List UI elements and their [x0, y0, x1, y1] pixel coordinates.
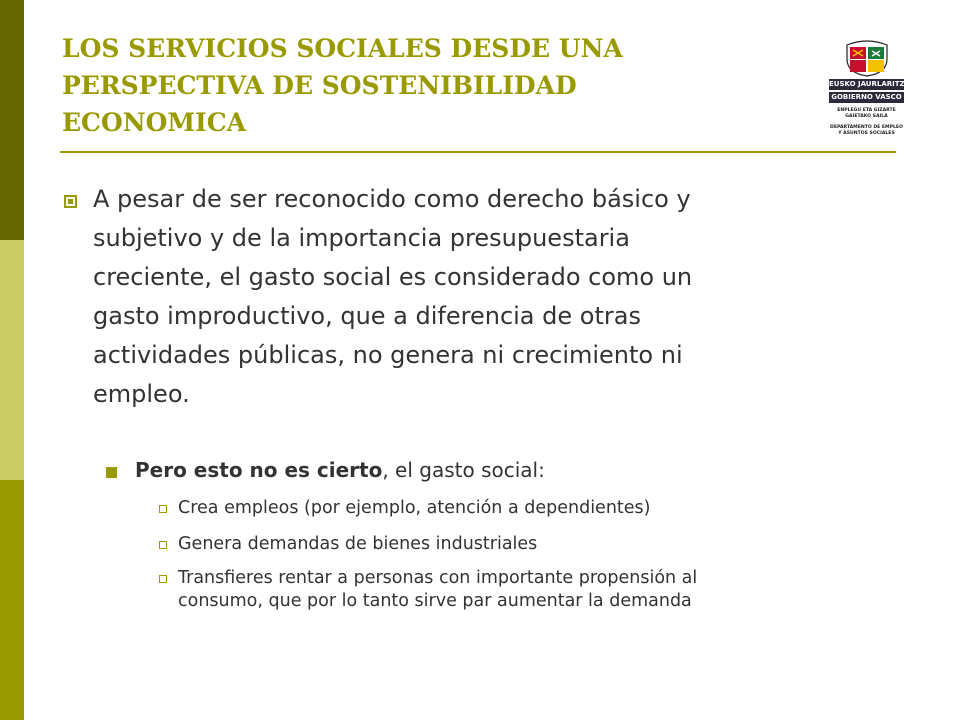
sub-sub-bullet-line: Crea empleos (por ejemplo, atención a dependientes) — [178, 498, 651, 518]
filled-square-bullet-icon — [106, 467, 117, 478]
logo-name-line2: GOBIERNO VASCO — [829, 92, 904, 103]
logo-dept-eu-line1: ENPLEGU ETA GIZARTE — [837, 108, 896, 113]
main-bullet-line: subjetivo y de la importancia presupuestaria — [93, 224, 630, 252]
logo-dept-eu-line2: GAIETAKO SAILA — [845, 114, 888, 119]
main-bullet-line: actividades públicas, no genera ni crecimiento ni — [93, 341, 683, 369]
title-line: PERSPECTIVA DE SOSTENIBILIDAD — [62, 71, 577, 100]
logo-dept-es-line2: Y ASUNTOS SOCIALES — [838, 131, 895, 136]
main-bullet-line: A pesar de ser reconocido como derecho básico y — [93, 185, 691, 213]
hollow-square-bullet-icon — [159, 505, 167, 513]
sub-sub-bullet-line: Transfieres rentar a personas con importante propensión al — [178, 568, 698, 588]
sidebar-stripe-bottom — [0, 480, 24, 720]
sub-sub-bullet-2 — [178, 533, 537, 556]
coat-of-arms-icon — [844, 39, 890, 77]
main-bullet-line: creciente, el gasto social es considerado como un — [93, 263, 693, 291]
logo-name-line1: EUSKO JAURLARITZA — [829, 80, 911, 88]
title-line: LOS SERVICIOS SOCIALES DESDE UNA — [62, 34, 623, 63]
sub-bullet-bold: Pero esto no es cierto — [135, 458, 383, 482]
sidebar-stripe-middle — [0, 240, 24, 480]
sub-bullet-rest: , el gasto social: — [382, 458, 545, 482]
gobierno-vasco-logo — [829, 39, 911, 137]
logo-dept-es-line1: DEPARTAMENTO DE EMPLEO — [830, 125, 903, 130]
hollow-square-bullet-icon — [159, 575, 167, 583]
main-bullet-text — [93, 180, 913, 414]
sub-sub-bullet-line: Genera demandas de bienes industriales — [178, 534, 538, 554]
sub-sub-bullet-3 — [178, 567, 697, 613]
square-bullet-icon — [64, 195, 77, 208]
title-line: ECONOMICA — [62, 108, 247, 137]
title-divider — [60, 151, 896, 153]
sidebar-stripe-top — [0, 0, 24, 240]
slide-title — [62, 30, 762, 141]
hollow-square-bullet-icon — [159, 541, 167, 549]
main-bullet-line: empleo. — [93, 380, 190, 408]
sub-sub-bullet-line: consumo, que por lo tanto sirve par aumentar la demanda — [178, 591, 692, 611]
main-bullet-line: gasto improductivo, que a diferencia de otras — [93, 302, 641, 330]
sub-bullet — [135, 455, 545, 485]
sub-sub-bullet-1 — [178, 497, 650, 520]
